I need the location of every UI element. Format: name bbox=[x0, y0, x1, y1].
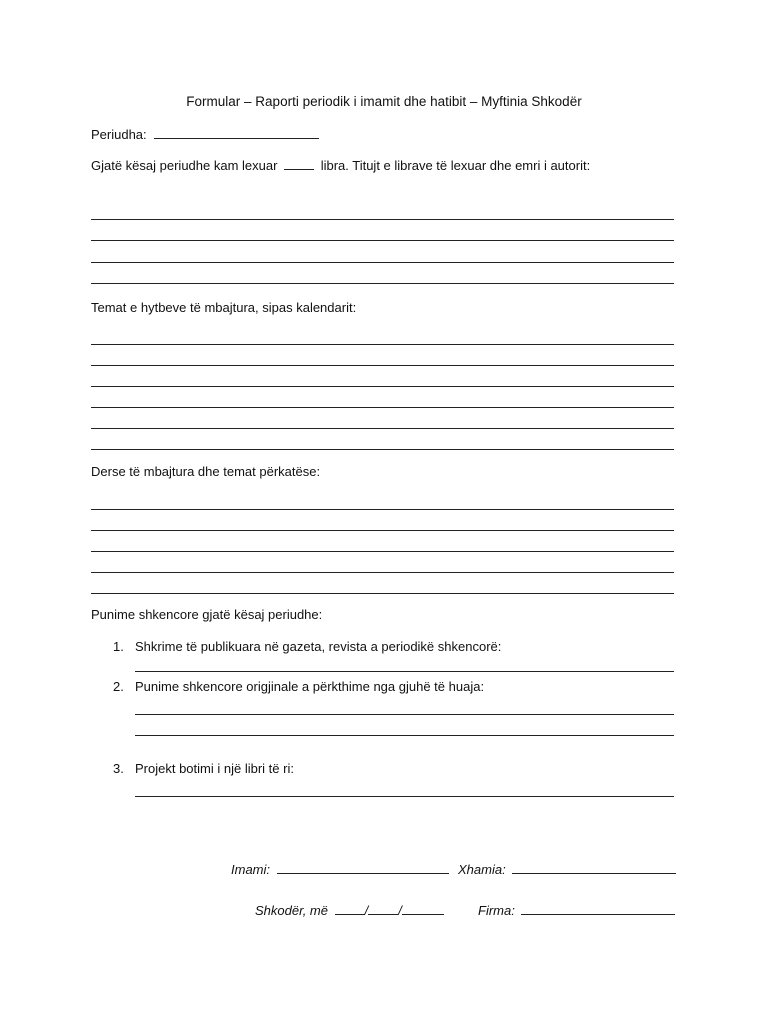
item-2-number: 2. bbox=[113, 679, 124, 694]
sermons-line-2[interactable] bbox=[91, 365, 674, 366]
period-field[interactable] bbox=[154, 127, 319, 139]
imam-label: Imami: bbox=[231, 862, 270, 877]
signature-row bbox=[478, 903, 675, 918]
signature-field[interactable] bbox=[521, 903, 675, 915]
date-slash-2: / bbox=[398, 903, 402, 918]
year-field[interactable] bbox=[402, 903, 444, 915]
mosque-field[interactable] bbox=[512, 862, 676, 874]
sermons-label: Temat e hytbeve të mbajtura, sipas kalendarit: bbox=[91, 300, 357, 315]
item-2-text: Punime shkencore origjinale a përkthime nga gjuhë të huaja: bbox=[135, 679, 485, 694]
works-label: Punime shkencore gjatë kësaj periudhe: bbox=[91, 607, 323, 622]
period-row bbox=[91, 127, 319, 142]
place-date-row bbox=[255, 903, 444, 918]
item-3-text: Projekt botimi i një libri të ri: bbox=[135, 761, 294, 776]
imam-field[interactable] bbox=[277, 862, 449, 874]
lessons-line-3[interactable] bbox=[91, 551, 674, 552]
item-2-line-1[interactable] bbox=[135, 714, 674, 715]
date-slash-1: / bbox=[364, 903, 369, 918]
item-1-number: 1. bbox=[113, 639, 124, 654]
sermons-line-3[interactable] bbox=[91, 386, 674, 387]
signature-label: Firma: bbox=[478, 903, 515, 918]
imam-row bbox=[231, 862, 449, 877]
lessons-line-2[interactable] bbox=[91, 530, 674, 531]
books-text-before: Gjatë kësaj periudhe kam lexuar bbox=[91, 158, 278, 173]
period-label: Periudha: bbox=[91, 127, 147, 142]
sermons-line-6[interactable] bbox=[91, 449, 674, 450]
page-title: Formular – Raporti periodik i imamit dhe hatibit – Myftinia Shkodër bbox=[186, 94, 582, 109]
item-3-number: 3. bbox=[113, 761, 124, 776]
mosque-row bbox=[458, 862, 676, 877]
day-field[interactable] bbox=[335, 903, 365, 915]
month-field[interactable] bbox=[368, 903, 398, 915]
sermons-line-1[interactable] bbox=[91, 344, 674, 345]
place-date-label: Shkodër, më bbox=[255, 903, 328, 918]
item-2-line-2[interactable] bbox=[135, 735, 674, 736]
books-line-1[interactable] bbox=[91, 219, 674, 220]
lessons-label: Derse të mbajtura dhe temat përkatëse: bbox=[91, 464, 321, 479]
sermons-line-4[interactable] bbox=[91, 407, 674, 408]
mosque-label: Xhamia: bbox=[458, 862, 506, 877]
lessons-line-5[interactable] bbox=[91, 593, 674, 594]
item-1-text: Shkrime të publikuara në gazeta, revista a periodikë shkencorë: bbox=[135, 639, 502, 654]
item-3-line-1[interactable] bbox=[135, 796, 674, 797]
books-line-3[interactable] bbox=[91, 262, 674, 263]
item-1-line-1[interactable] bbox=[135, 671, 674, 672]
lessons-line-1[interactable] bbox=[91, 509, 674, 510]
books-line-4[interactable] bbox=[91, 283, 674, 284]
books-line-2[interactable] bbox=[91, 240, 674, 241]
books-text-after: libra. Titujt e librave të lexuar dhe emri i autorit: bbox=[320, 158, 591, 173]
books-row bbox=[91, 158, 590, 173]
sermons-line-5[interactable] bbox=[91, 428, 674, 429]
books-count-field[interactable] bbox=[284, 158, 314, 170]
lessons-line-4[interactable] bbox=[91, 572, 674, 573]
